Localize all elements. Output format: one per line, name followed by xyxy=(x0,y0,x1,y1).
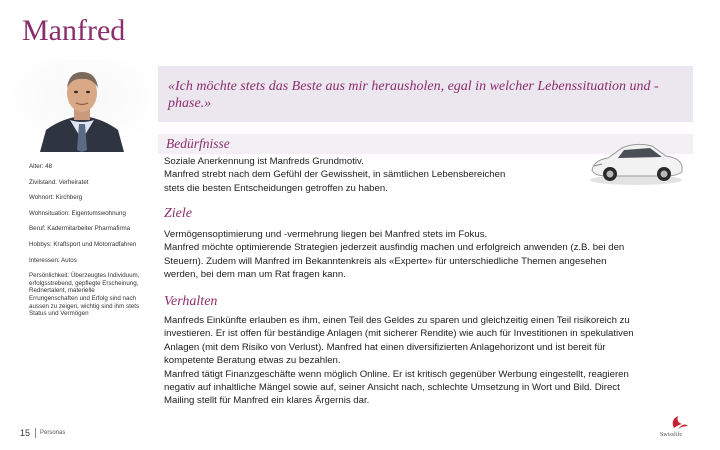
text-line: Anlagen (mit dem Risiko von Verlust). Manfred hat einen diversifizierten Anlagehorizont und ist bereit für xyxy=(164,341,606,353)
profile-occupation: Beruf: Kadermitarbeiter Pharmafirma xyxy=(29,225,131,233)
profile-hobbies: Hobbys: Kraftsport und Motorradfahren xyxy=(29,240,137,248)
profile-housing: Wohnsituation: Eigentumswohnung xyxy=(29,209,126,217)
section-heading-verhalten: Verhalten xyxy=(164,294,218,309)
page-number: 15 xyxy=(20,428,31,438)
page-title: Manfred xyxy=(22,14,126,47)
text-line: werden, bei dem man um Rat fragen kann. xyxy=(164,269,346,281)
verhalten-text xyxy=(164,314,634,408)
profile-interests: Interessen: Autos xyxy=(29,256,77,264)
text-line: Manfred tätigt Finanzgeschäfte wenn möglich Online. Er ist kritisch gegenüber Werbung eingestellt, reagieren xyxy=(164,368,629,380)
profile-residence: Wohnort: Kirchberg xyxy=(29,194,83,202)
text-line: Manfred möchte optimierende Strategien jederzeit ausfindig machen und erfolgreich anwenden (z.B. bei den xyxy=(164,242,625,254)
text-line: negativ auf inhaltliche Mängel sowie auf, seiner Ansicht nach, schlechte Umsetzung in Wort und Bild. Direct xyxy=(164,382,620,394)
logo-text: Swisslife xyxy=(660,432,683,438)
text-line: Manfred strebt nach dem Gefühl der Gewissheit, in sämtlichen Lebensbereichen xyxy=(164,169,506,181)
text-line: Mailing stellt für Manfred ein klares Ärgernis dar. xyxy=(164,395,370,407)
text-line: investieren. Er ist offen für beständige Anlagen (mit sicherer Rendite) wie auch für Investitionen in spekulativen xyxy=(164,328,634,340)
text-line: Vermögensoptimierung und -vermehrung liegen bei Manfred stets im Fokus. xyxy=(164,229,488,240)
footer-label: Personas xyxy=(40,430,66,436)
footer-divider xyxy=(35,428,36,438)
beduerfnisse-text xyxy=(164,155,505,195)
text-line: Soziale Anerkennung ist Manfreds Grundmotiv. xyxy=(164,156,364,167)
car-image xyxy=(586,130,686,190)
profile-sidebar xyxy=(29,163,141,326)
text-line: Steuern). Zudem will Manfred im Bekanntenkreis als «Experte» für unterschiedliche Themen angesehen xyxy=(164,255,607,267)
section-heading-ziele: Ziele xyxy=(164,206,192,221)
text-line: Manfreds Einkünfte erlauben es ihm, einen Teil des Geldes zu sparen und gleichzeitig einen Teil risikoreich zu xyxy=(164,315,630,326)
ziele-text xyxy=(164,228,624,282)
section-heading-beduerfnisse: Bedürfnisse xyxy=(158,134,693,154)
text-line: stets die besten Entscheidungen getroffen zu haben. xyxy=(164,182,388,194)
text-line: kompetente Beratung etwas zu bezahlen. xyxy=(164,355,341,367)
persona-quote: «Ich möchte stets das Beste aus mir herausholen, egal in welcher Lebenssituation und -phase.» xyxy=(168,79,659,111)
profile-marital-status: Zivilstand: Verheiratet xyxy=(29,178,89,186)
persona-photo xyxy=(12,60,152,152)
profile-age: Alter: 48 xyxy=(29,163,53,170)
profile-personality: Persönlichkeit: Überzeugtes Individuum, erfolgsstrebend, gepflegte Erscheinung, Rednertalent, materielle Errungenschaften und Erfolg sind nach aussen zu zeigen, wichtig sind ihm stets Status und Vermögen xyxy=(29,272,140,318)
